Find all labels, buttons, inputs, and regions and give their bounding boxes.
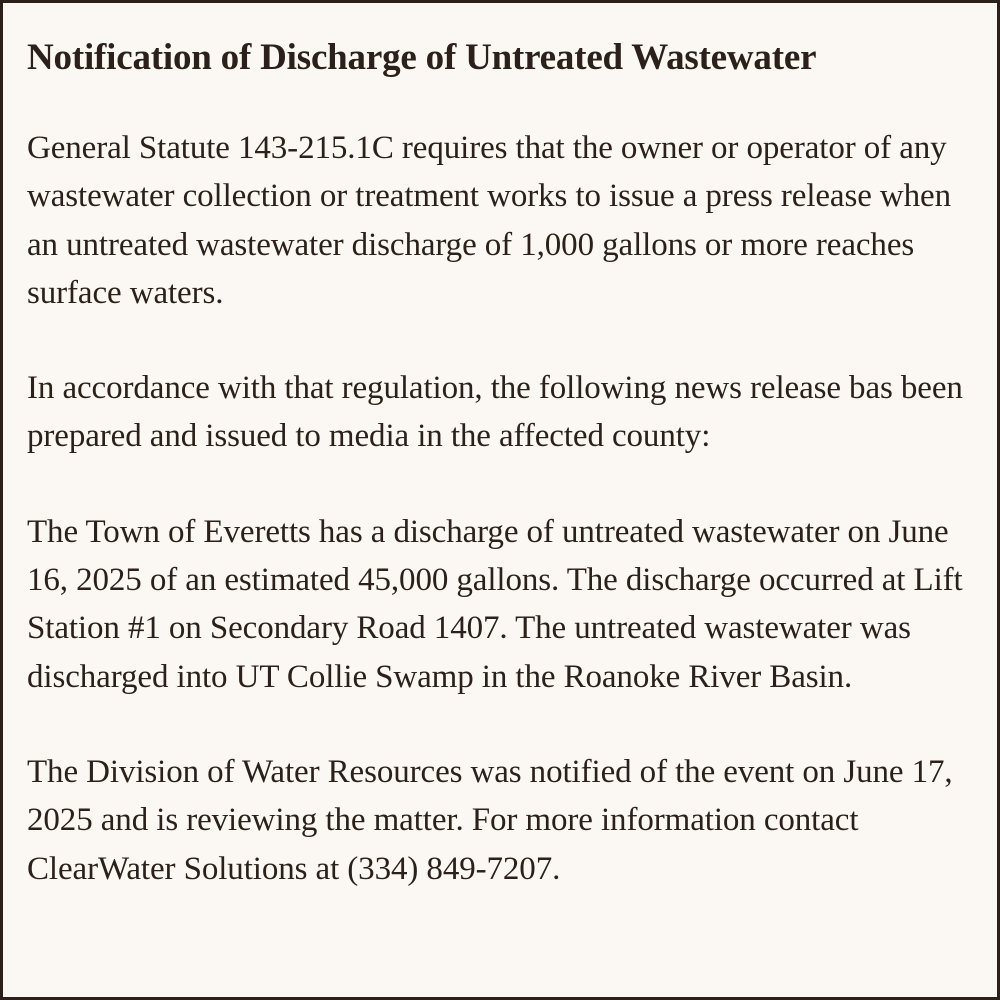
notice-paragraph-regulation: In accordance with that regulation, the following news release bas been prepared and issued to media in the affected county:: [27, 370, 963, 455]
notice-paragraph-discharge-details: The Town of Everetts has a discharge of untreated wastewater on June 16, 2025 of an estimated 45,000 gallons. The discharge occurred at Lift Station #1 on Secondary Road 1407. The untreated wastewater was discharged into UT Collie Swamp in the Roanoke River Basin.: [27, 513, 963, 695]
notice-paragraph-contact: The Division of Water Resources was notified of the event on June 17, 2025 and is reviewing the matter. For more information contact ClearWater Solutions at (334) 849-7207.: [27, 753, 953, 887]
notice-paragraph-statute: General Statute 143-215.1C requires that the owner or operator of any wastewater collection or treatment works to issue a press release when an untreated wastewater discharge of 1,000 gallons or more reaches surface waters.: [27, 130, 951, 311]
notice-title: Notification of Discharge of Untreated Wastewater: [27, 37, 817, 78]
